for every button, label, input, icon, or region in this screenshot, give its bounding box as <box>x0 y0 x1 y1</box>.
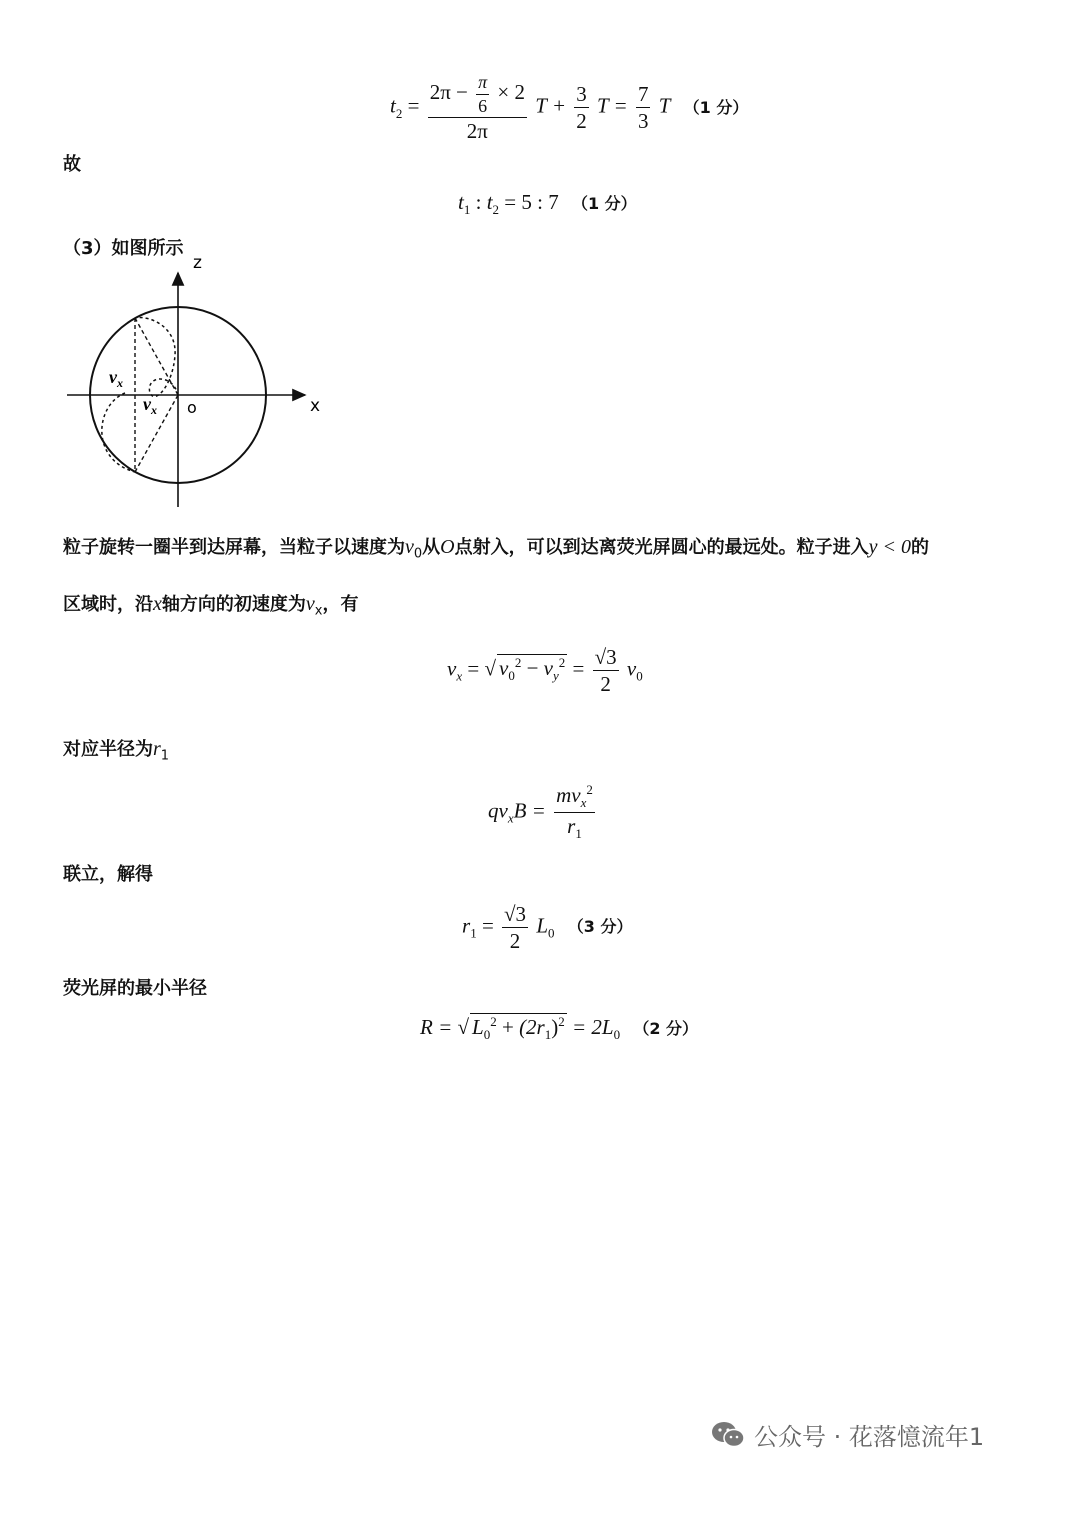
watermark <box>710 1417 984 1452</box>
z-label: z <box>193 255 202 273</box>
text-min-radius: 荧光屏的最小半径 <box>63 978 207 999</box>
wechat-icon <box>710 1420 746 1450</box>
text-radius-intro: 对应半径为$r_1$ <box>63 738 170 764</box>
formula-ratio: $t_1$ : $t_2 = 5$ : 7 （1 分） <box>458 190 637 218</box>
paragraph-1: 粒子旋转一圈半到达屏幕，当粒子以速度为$v_0$从O点射入，可以到达离荧光屏圆心的最远处。粒子进入y < 0的 <box>63 536 929 562</box>
text-gu: 故 <box>63 154 81 175</box>
formula-t2: $t_2$ = 2π − $\frac{\pi}{6}$ × 2 2π T + $\frac{3}{2}$ T = $\frac{7}{3}$ T （1 分） <box>390 72 749 144</box>
formula-r1: $r_1$ = $\frac{√3}{2}$ $L_0$ （3 分） <box>462 902 633 954</box>
vx-label-2: $v_x$ <box>143 394 157 417</box>
paragraph-2: 区域时，沿x轴方向的初速度为$v_x$，有 <box>63 593 359 619</box>
text-lianli: 联立，解得 <box>63 864 153 885</box>
trajectory-diagram <box>55 255 345 515</box>
formula-R: R = √ $L_0^2 + (2r_1)^2 = 2L_0$ （2 分） <box>420 1014 699 1043</box>
watermark-text: 公众号 · 花落憶流年1 <box>754 1423 985 1451</box>
origin-label: o <box>187 398 197 417</box>
formula-vx: $v_x$ = √ $v_0^2 - v_y^2$ = $\frac{√3}{2}$ $v_0$ <box>447 645 643 697</box>
x-label: x <box>310 396 321 416</box>
vx-label-1: $v_x$ <box>109 367 123 390</box>
formula-force: $qv_xB$ = $\frac{mv_x^2}{r_1}$ <box>488 782 593 842</box>
text-part3: （3）如图所示 <box>63 238 184 259</box>
